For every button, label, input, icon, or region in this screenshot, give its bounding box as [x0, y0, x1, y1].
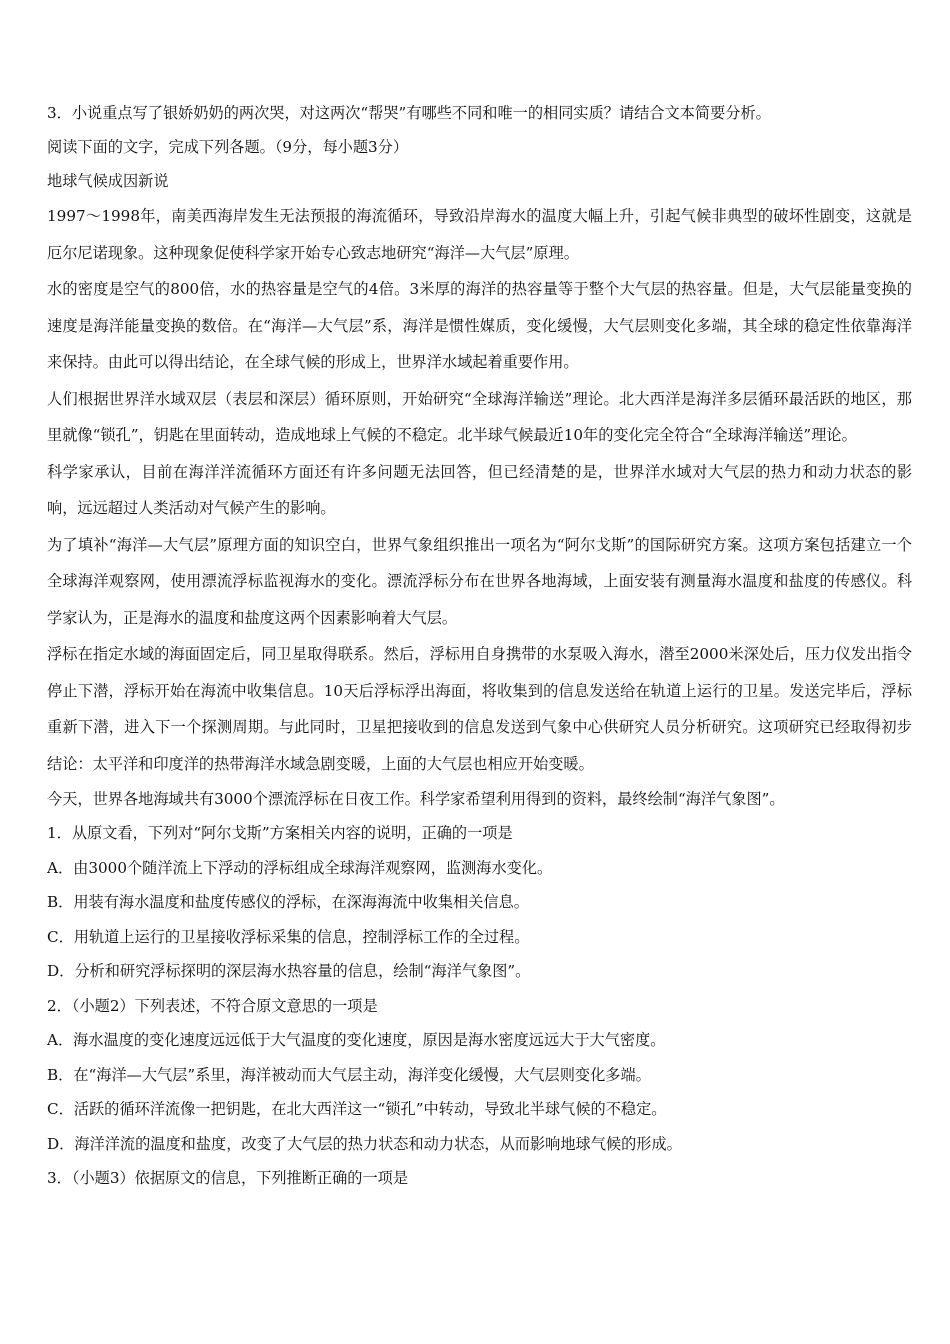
- question-1-option-b: B．用装有海水温度和盐度传感仪的浮标，在深海海流中收集相关信息。: [47, 893, 529, 911]
- question-3-stem: 3．（小题3）依据原文的信息，下列推断正确的一项是: [47, 1169, 409, 1187]
- question-2-option-d: D．海洋洋流的温度和盐度，改变了大气层的热力状态和动力状态，从而影响地球气候的形成。: [47, 1134, 682, 1153]
- question-2-stem: 2．（小题2）下列表述，不符合原文意思的一项是: [47, 996, 378, 1015]
- document-body: [47, 96, 912, 1196]
- question-1-option-a: A．由3000个随洋流上下浮动的浮标组成全球海洋观察网，监测海水变化。: [47, 858, 553, 877]
- question-1-option-d: D．分析和研究浮标探明的深层海水热容量的信息，绘制“海洋气象图”。: [47, 962, 531, 980]
- article-paragraph-3: 人们根据世界洋水域双层（表层和深层）循环原则，开始研究“全球海洋输送”理论。北大西洋是海洋多层循环最活跃的地区，那里就像“锁孔”，钥匙在里面转动，造成地球上气候的不稳定。北半球气候最近10年的变化完全符合“全球海洋输送”理论。: [47, 389, 912, 444]
- article-paragraph-4: 科学家承认，目前在海洋洋流循环方面还有许多问题无法回答，但已经清楚的是，世界洋水域对大气层的热力和动力状态的影响，远远超过人类活动对气候产生的影响。: [47, 462, 912, 517]
- article-paragraph-5: 为了填补“海洋—大气层”原理方面的知识空白，世界气象组织推出一项名为“阿尔戈斯”的国际研究方案。这项方案包括建立一个全球海洋观察网，使用漂流浮标监视海水的变化。漂流浮标分布在世界各地海域，上面安装有测量海水温度和盐度的传感仪。科学家认为，正是海水的温度和盐度这两个因素影响着大气层。: [47, 535, 912, 627]
- question-2-option-c: C．活跃的循环洋流像一把钥匙，在北大西洋这一“锁孔”中转动，导致北半球气候的不稳定。: [47, 1100, 667, 1118]
- question-1-stem: 1．从原文看，下列对“阿尔戈斯”方案相关内容的说明，正确的一项是: [47, 824, 513, 842]
- article-title: 地球气候成因新说: [47, 172, 169, 190]
- question-1-option-c: C．用轨道上运行的卫星接收浮标采集的信息，控制浮标工作的全过程。: [47, 927, 530, 946]
- article-paragraph-2: 水的密度是空气的800倍，水的热容量是空气的4倍。3米厚的海洋的热容量等于整个大气层的热容量。但是，大气层能量变换的速度是海洋能量变换的数倍。在“海洋—大气层”系，海洋是惯性媒质，变化缓慢，大气层则变化多端，其全球的稳定性依靠海洋来保持。由此可以得出结论，在全球气候的形成上，世界洋水域起着重要作用。: [47, 280, 912, 371]
- reading-instructions: 阅读下面的文字，完成下列各题。（9分，每小题3分）: [47, 138, 409, 156]
- article-paragraph-6: 浮标在指定水域的海面固定后，同卫星取得联系。然后，浮标用自身携带的水泵吸入海水，潜至2000米深处后，压力仪发出指令停止下潜，浮标开始在海流中收集信息。10天后浮标浮出海面，将收集到的信息发送给在轨道上运行的卫星。发送完毕后，浮标重新下潜，进入下一个探测周期。与此同时，卫星把接收到的信息发送到气象中心供研究人员分析研究。这项研究已经取得初步结论：太平洋和印度洋的热带海洋水域急剧变暖，上面的大气层也相应开始变暖。: [47, 645, 912, 773]
- article-paragraph-7: 今天，世界各地海域共有3000个漂流浮标在日夜工作。科学家希望利用得到的资料，最终绘制“海洋气象图”。: [47, 790, 785, 808]
- question-2-option-a: A．海水温度的变化速度远远低于大气温度的变化速度，原因是海水密度远远大于大气密度。: [47, 1031, 666, 1049]
- question-2-option-b: B．在“海洋—大气层”系里，海洋被动而大气层主动，海洋变化缓慢，大气层则变化多端。: [47, 1065, 651, 1084]
- article-paragraph-1: 1997～1998年，南美西海岸发生无法预报的海流循环，导致沿岸海水的温度大幅上升，引起气候非典型的破坏性剧变，这就是厄尔尼诺现象。这种现象促使科学家开始专心致志地研究“海洋—大气层”原理。: [47, 207, 912, 262]
- previous-question: 3．小说重点写了银娇奶奶的两次哭，对这两次“帮哭”有哪些不同和唯一的相同实质？请结合文本简要分析。: [47, 104, 771, 122]
